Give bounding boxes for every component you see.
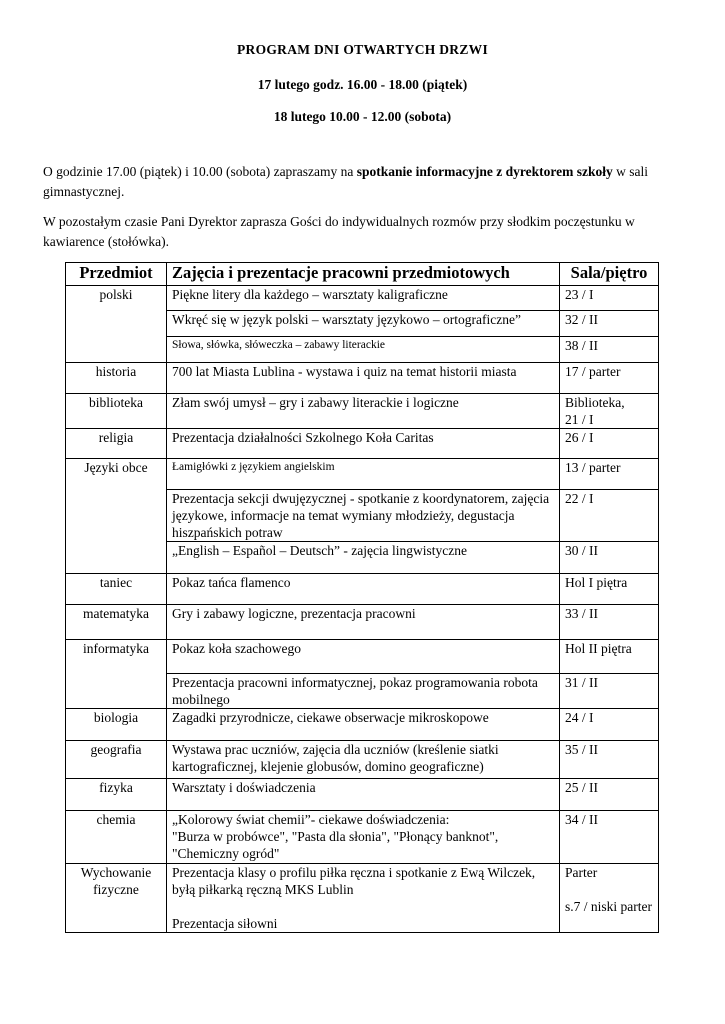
subject-cell [66,674,167,709]
subject-line: fizyczne [93,882,139,897]
activity-cell: Prezentacja działalności Szkolnego Koła Caritas [167,429,560,459]
activity-cell: 700 lat Miasta Lublina - wystawa i quiz na temat historii miasta [167,363,560,394]
table-row [66,741,659,779]
table-row [66,674,659,709]
table-row [66,864,659,933]
table-row [66,429,659,459]
subject-cell: polski [66,286,167,311]
subject-cell: religia [66,429,167,459]
room-cell: Hol I piętra [560,574,659,605]
table-row [66,337,659,363]
table-row [66,286,659,311]
intro-text-end: w sali gimnastycznej. [43,164,649,199]
subject-cell: fizyka [66,779,167,811]
room-cell: 30 / II [560,542,659,574]
activity-cell: Złam swój umysł – gry i zabawy literackie i logiczne [167,394,560,429]
activity-cell: Prezentacja sekcji dwujęzycznej - spotkanie z koordynatorem, zajęcia językowe, informacje na temat wymiany młodzieży, degustacja hiszpańskich potraw [167,490,560,542]
subject-cell: taniec [66,574,167,605]
subject-cell: informatyka [66,640,167,674]
activity-cell: Warsztaty i doświadczenia [167,779,560,811]
date-friday: 17 lutego godz. 16.00 - 18.00 (piątek) [257,77,468,92]
subject-cell: Języki obce [66,459,167,490]
table-row [66,542,659,574]
table-row [66,709,659,741]
subject-cell: chemia [66,811,167,864]
table-row [66,363,659,394]
room-cell: Hol II piętra [560,640,659,674]
subject-line: Wychowanie [80,865,152,880]
activity-cell: Zagadki przyrodnicze, ciekawe obserwacje mikroskopowe [167,709,560,741]
table-row [66,574,659,605]
room-cell: 23 / I [560,286,659,311]
table-row [66,640,659,674]
subject-cell: matematyka [66,605,167,640]
room-line: 21 / I [565,412,594,427]
room-cell: 25 / II [560,779,659,811]
table-row [66,811,659,864]
subject-cell: geografia [66,741,167,779]
subject-cell [66,490,167,542]
schedule-table [65,262,659,933]
room-cell: 13 / parter [560,459,659,490]
activity-cell: Pokaz koła szachowego [167,640,560,674]
subject-cell [66,337,167,363]
header-activity: Zajęcia i prezentacje pracowni przedmiotowych [167,263,560,286]
room-cell: 31 / II [560,674,659,709]
activity-line: "Burza w probówce", "Pasta dla słonia", "Płonący banknot", "Chemiczny ogród" [172,829,499,861]
subject-cell: historia [66,363,167,394]
table-row [66,459,659,490]
subject-cell: biologia [66,709,167,741]
activity-line: „Kolorowy świat chemii”- ciekawe doświadczenia: [172,812,450,827]
table-row [66,605,659,640]
room-line: s.7 / niski parter [565,899,652,914]
room-line: Parter [565,865,598,880]
room-cell: 17 / parter [560,363,659,394]
table-row [66,490,659,542]
table-row [66,394,659,429]
activity-line: Prezentacja klasy o profilu piłka ręczna i spotkanie z Ewą Wilczek, byłą piłkarką ręczną MKS Lublin [172,865,536,897]
intro-highlight: spotkanie informacyjne z dyrektorem szkoły [356,164,613,179]
date-saturday: 18 lutego 10.00 - 12.00 (sobota) [273,109,452,124]
page-title: PROGRAM DNI OTWARTYCH DRZWI [236,42,488,57]
header-subject: Przedmiot [66,263,167,286]
subject-cell: biblioteka [66,394,167,429]
room-cell: 34 / II [560,811,659,864]
activity-cell: Prezentacja pracowni informatycznej, pokaz programowania robota mobilnego [167,674,560,709]
intro-paragraph-2: W pozostałym czasie Pani Dyrektor zaprasza Gości do indywidualnych rozmów przy słodkim poczęstunku w kawiarence (stołówka). [43,214,635,249]
activity-cell: Gry i zabawy logiczne, prezentacja pracowni [167,605,560,640]
table-row [66,311,659,337]
room-cell: 35 / II [560,741,659,779]
intro-text: O godzinie 17.00 (piątek) i 10.00 (sobota) zapraszamy na [43,164,357,179]
activity-cell: Wkręć się w język polski – warsztaty językowo – ortograficzne” [167,311,560,337]
activity-cell: „English – Español – Deutsch” - zajęcia lingwistyczne [167,542,560,574]
table-header-row [66,263,659,286]
intro-paragraph-1 [43,162,683,202]
activity-line: Prezentacja siłowni [172,916,278,931]
activity-cell: Piękne litery dla każdego – warsztaty kaligraficzne [167,286,560,311]
subject-cell [66,864,167,933]
room-line: Biblioteka, [565,395,625,410]
activity-cell [167,864,560,933]
activity-cell [167,811,560,864]
room-cell: 24 / I [560,709,659,741]
subject-cell [66,542,167,574]
room-cell: 22 / I [560,490,659,542]
activity-cell: Łamigłówki z językiem angielskim [167,459,560,490]
room-cell: 33 / II [560,605,659,640]
header-room: Sala/piętro [560,263,659,286]
room-cell [560,864,659,933]
room-cell: 38 / II [560,337,659,363]
room-cell [560,394,659,429]
activity-cell: Wystawa prac uczniów, zajęcia dla uczniów (kreślenie siatki kartograficznej, klejenie globusów, domino geograficzne) [167,741,560,779]
activity-cell: Słowa, słówka, słóweczka – zabawy literackie [167,337,560,363]
room-cell: 26 / I [560,429,659,459]
room-cell: 32 / II [560,311,659,337]
activity-cell: Pokaz tańca flamenco [167,574,560,605]
table-row [66,779,659,811]
subject-cell [66,311,167,337]
